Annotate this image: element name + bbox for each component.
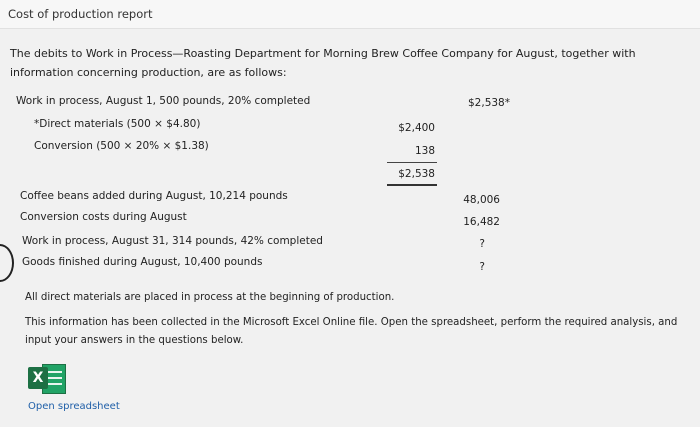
excel-note: This information has been collected in the Microsoft Excel Online file. Open the spreadsheet, perform the required analysis, and input your answers in the questions below. [25,317,678,346]
header-bar [0,0,700,29]
problem-panel [0,29,700,427]
conversion-costs-label: Conversion costs during August [20,211,187,223]
finished-label: Goods finished during August, 10,400 pounds [22,256,263,268]
finished-value: ? [479,261,485,273]
double-rule [387,184,437,186]
page-title: Cost of production report [8,7,153,21]
intro-text: The debits to Work in Process—Roasting Department for Morning Brew Coffee Company for August, together with information concerning production, are as follows: [10,47,636,79]
direct-materials-value: $2,400 [398,122,435,134]
excel-icon[interactable]: X [28,364,66,392]
subtotal-rule [387,162,437,163]
wip-end-label: Work in process, August 31, 314 pounds, 42% completed [22,235,323,247]
wip-begin-total: $2,538* [468,97,510,109]
wip-end-value: ? [479,238,485,250]
direct-materials-label: *Direct materials (500 × $4.80) [34,118,201,130]
materials-note: All direct materials are placed in process at the beginning of production. [25,292,395,303]
conversion-label: Conversion (500 × 20% × $1.38) [34,140,209,152]
wip-begin-label: Work in process, August 1, 500 pounds, 20% completed [16,95,311,107]
beans-added-label: Coffee beans added during August, 10,214 pounds [20,190,288,202]
conversion-costs-value: 16,482 [463,216,500,228]
beans-added-value: 48,006 [463,194,500,206]
conversion-value: 138 [414,145,435,157]
open-spreadsheet-link[interactable]: Open spreadsheet [28,401,120,412]
subtotal-value: $2,538 [398,168,435,180]
